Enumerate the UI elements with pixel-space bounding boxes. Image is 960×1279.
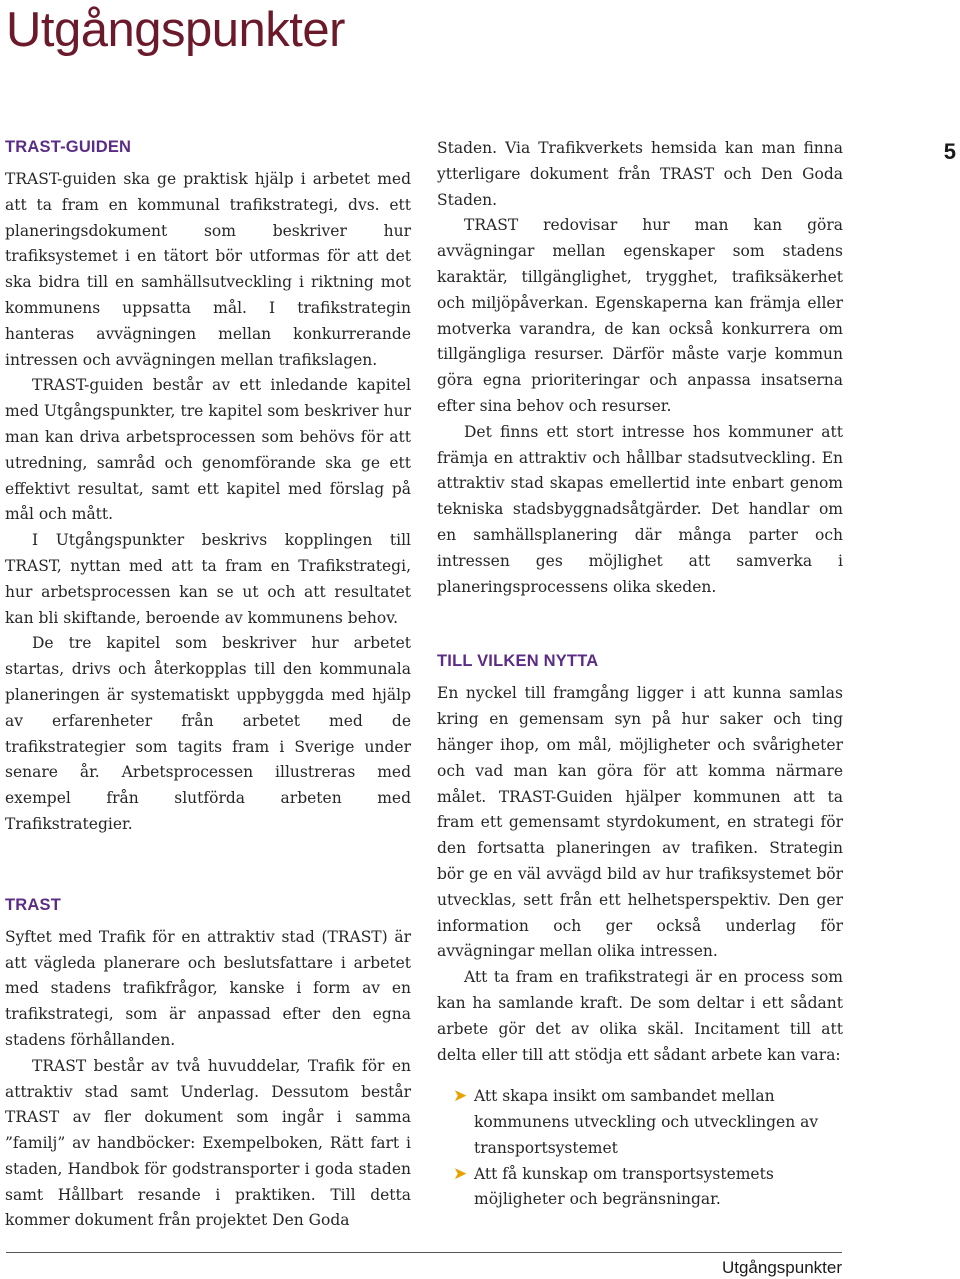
bullet-text: Att skapa insikt om sambandet mellan kommunens utveckling och utvecklingen av transportsystemet	[474, 1087, 819, 1157]
paragraph: TRAST består av två huvuddelar, Trafik för en attraktiv stad samt Underlag. Dessutom består TRAST av fler dokument som ingår i samma ”familj” av handböcker: Exempelboken, Rätt fart i staden, Handbok för godstransporter i goda staden samt Hållbart resande i praktiken. Till detta kommer dokument från projektet Den Goda	[5, 1056, 411, 1230]
footer-divider	[6, 1252, 842, 1253]
page-title: Utgångspunkter	[6, 3, 345, 57]
paragraph: En nyckel till framgång ligger i att kunna samlas kring en gemensam syn på hur saker och ting hänger ihop, om mål, möjligheter och svårigheter och vad man kan göra för att komma närmare målet. TRAST-Guiden hjälper kommunen att ta fram ett gemensamt styrdokument, en strategi för den fortsatta planeringen av trafiken. Strategin bör ge en väl avvägd bild av hur trafiksystemet bör utvecklas, sett från ett helhetsperspektiv. Den ger information och ger också underlag för avvägningar mellan olika intressen.	[437, 684, 843, 961]
paragraph: Det finns ett stort intresse hos kommuner att främja en attraktiv och hållbar stadsutveckling. En attraktiv stad skapas emellertid inte enbart genom tekniska stadsbyggnadsåtgärder. Det handlar om en samhällsplanering där många parter och intressen ges möjlighet att samverka i planeringsprocessens olika skeden.	[437, 422, 843, 596]
bullet-list	[437, 1084, 843, 1213]
section-spacer	[437, 600, 843, 650]
bullet-item	[437, 1162, 843, 1214]
paragraph: Staden. Via Trafikverkets hemsida kan man finna ytterligare dokument från TRAST och Den Goda Staden.	[437, 139, 843, 209]
paragraph: I Utgångspunkter beskrivs kopplingen till TRAST, nyttan med att ta fram en Trafikstrategi, hur arbetsprocessen kan se ut och att resultatet kan bli skiftande, beroende av kommunens behov.	[5, 531, 411, 627]
paragraph: TRAST-guiden ska ge praktisk hjälp i arbetet med att ta fram en kommunal trafikstrategi, dvs. ett planeringsdokument som beskriver hur trafiksystemet i en tätort bör utformas för att det ska bidra till en samhällsutveckling i riktning mot kommunens uppsatta mål. I trafikstrategin hanteras avvägningen mellan konkurrerande intressen och avvägningen mellan trafikslagen.	[5, 170, 411, 369]
arrow-bullet-icon: ➤	[453, 1086, 468, 1107]
bullet-text: Att få kunskap om transportsystemets möjligheter och begränsningar.	[474, 1164, 774, 1209]
footer-label: Utgångspunkter	[721, 1258, 842, 1277]
section-heading-trast: TRAST	[5, 895, 61, 914]
section-heading-till-vilken-nytta: TILL VILKEN NYTTA	[437, 652, 599, 671]
paragraph: Att ta fram en trafikstrategi är en process som kan ha samlande kraft. De som deltar i ett sådant arbete gör det av olika skäl. Incitament till att delta eller till att stödja ett sådant arbete kan vara:	[437, 968, 843, 1064]
paragraph: Syftet med Trafik för en attraktiv stad (TRAST) är att vägleda planerare och beslutsfattare i arbetet med stadens trafikfrågor, kanske i form av en trafikstrategi, som är anpassad efter den egna stadens förhållanden.	[5, 927, 411, 1049]
paragraph: TRAST-guiden består av ett inledande kapitel med Utgångspunkter, tre kapitel som beskriver hur man kan driva arbetsprocessen som behövs för att utredning, samråd och genomförande ska ge ett effektivt resultat, samt ett kapitel med förslag på mål och mått.	[5, 376, 411, 524]
paragraph: De tre kapitel som beskriver hur arbetet startas, drivs och återkopplas till den kommunala planeringen är systematiskt uppbyggda med hjälp av erfarenheter från arbetet med de trafikstrategier som tagits fram i Sverige under senare år. Arbetsprocessen illustreras med exempel från slutförda arbeten med Trafikstrategier.	[5, 634, 411, 833]
paragraph: TRAST redovisar hur man kan göra avvägningar mellan egenskaper som stadens karaktär, tillgänglighet, trygghet, trafiksäkerhet och miljöpåverkan. Egenskaperna kan främja eller motverka varandra, de kan också konkurrera om tillgängliga resurser. Därför måste varje kommun göra egna prioriteringar och anpassa insatserna efter sina behov och resurser.	[437, 216, 843, 415]
right-column	[437, 136, 843, 1213]
section-spacer	[5, 838, 411, 894]
section-heading-trast-guiden: TRAST-GUIDEN	[5, 138, 132, 156]
arrow-bullet-icon: ➤	[453, 1163, 468, 1184]
page-number: 5	[943, 139, 956, 164]
bullet-item	[437, 1084, 843, 1161]
left-column	[5, 136, 411, 1234]
